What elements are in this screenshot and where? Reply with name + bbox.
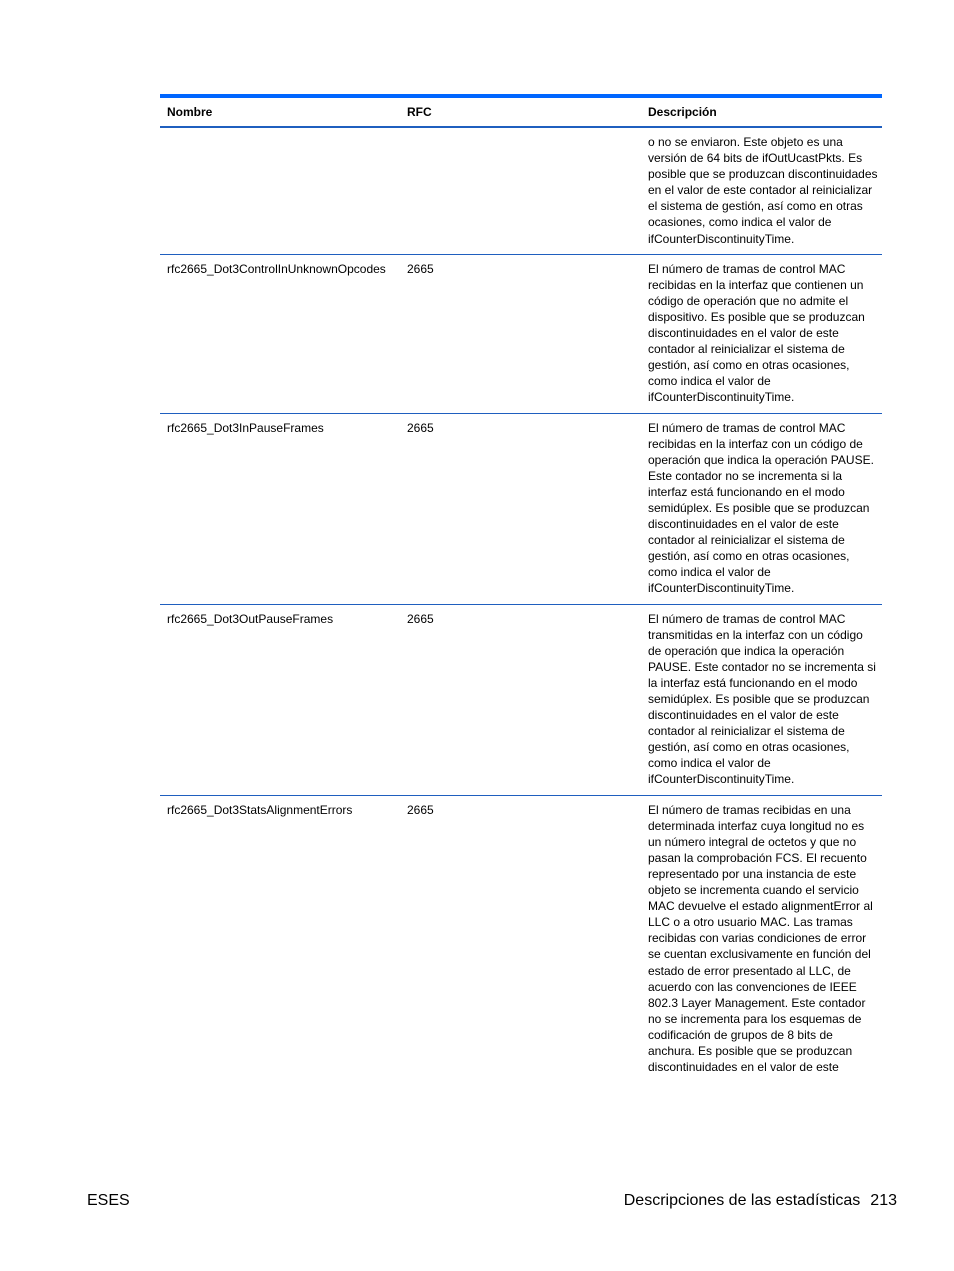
row-name: rfc2665_Dot3StatsAlignmentErrors <box>167 802 353 817</box>
row-rfc: 2665 <box>407 802 434 817</box>
footer-section-title: Descripciones de las estadísticas <box>623 1192 861 1209</box>
row-description: El número de tramas recibidas en una determinada interfaz cuya longitud no es un número integral de octetos y que no pasan la comprobación FCS. El recuento representado por una instancia de este objeto se incrementa cuando el servicio MAC devuelve el estado alignmentError al LLC o a otro usuario MAC. Las tramas recibidas con varias condiciones de error se cuentan exclusivamente en función del estado de error presentado al LLC, de acuerdo con las convenciones de IEEE 802.3 Layer Management. Este contador no se incrementa para los esquemas de codificación de grupos de 8 bits de anchura. Es posible que se produzcan discontinuidades en el valor de este <box>648 802 873 1075</box>
table-row <box>160 128 882 255</box>
table-row <box>160 796 882 1083</box>
row-rfc <box>400 134 641 247</box>
row-name: rfc2665_Dot3InPauseFrames <box>167 420 324 435</box>
statistics-table <box>160 94 882 1082</box>
table-row <box>160 605 882 796</box>
row-description: o no se enviaron. Este objeto es una versión de 64 bits de ifOutUcastPkts. Es posible que se produzcan discontinuidades en el valor de este contador al reinicializar el sistema de gestión, así como en otras ocasiones, como indica el valor de ifCounterDiscontinuityTime. <box>648 135 878 246</box>
header-rfc: RFC <box>407 105 432 119</box>
row-rfc: 2665 <box>407 420 434 435</box>
table-row <box>160 255 882 414</box>
row-name: rfc2665_Dot3OutPauseFrames <box>167 611 334 626</box>
row-rfc: 2665 <box>407 611 434 626</box>
row-rfc: 2665 <box>407 261 434 276</box>
row-description: El número de tramas de control MAC recibidas en la interfaz con un código de operación que indica la operación PAUSE. Este contador no se incrementa si la interfaz está funcionando en el modo semidúplex. Es posible que se produzcan discontinuidades en el valor de este contador al reinicializar el sistema de gestión, así como en otras ocasiones, como indica el valor de ifCounterDiscontinuityTime. <box>648 420 874 596</box>
row-description: El número de tramas de control MAC recibidas en la interfaz que contienen un código de operación que no admite el dispositivo. Es posible que se produzcan discontinuidades en el valor de este contador al reinicializar el sistema de gestión, así como en otras ocasiones, como indica el valor de ifCounterDiscontinuityTime. <box>648 261 865 405</box>
table-row <box>160 414 882 605</box>
row-name: rfc2665_Dot3ControlInUnknownOpcodes <box>167 261 386 276</box>
footer-page-info <box>624 1190 897 1212</box>
header-name: Nombre <box>167 105 213 119</box>
page-number: 213 <box>870 1192 897 1209</box>
footer-locale-code: ESES <box>87 1192 130 1209</box>
header-description: Descripción <box>648 105 717 119</box>
row-name <box>160 134 400 247</box>
table-header <box>160 94 882 128</box>
row-description: El número de tramas de control MAC transmitidas en la interfaz con un código de operación que indica la operación PAUSE. Este contador no se incrementa si la interfaz está funcionando en el modo semidúplex. Es posible que se produzcan discontinuidades en el valor de este contador al reinicializar el sistema de gestión, así como en otras ocasiones, como indica el valor de ifCounterDiscontinuityTime. <box>648 611 876 787</box>
